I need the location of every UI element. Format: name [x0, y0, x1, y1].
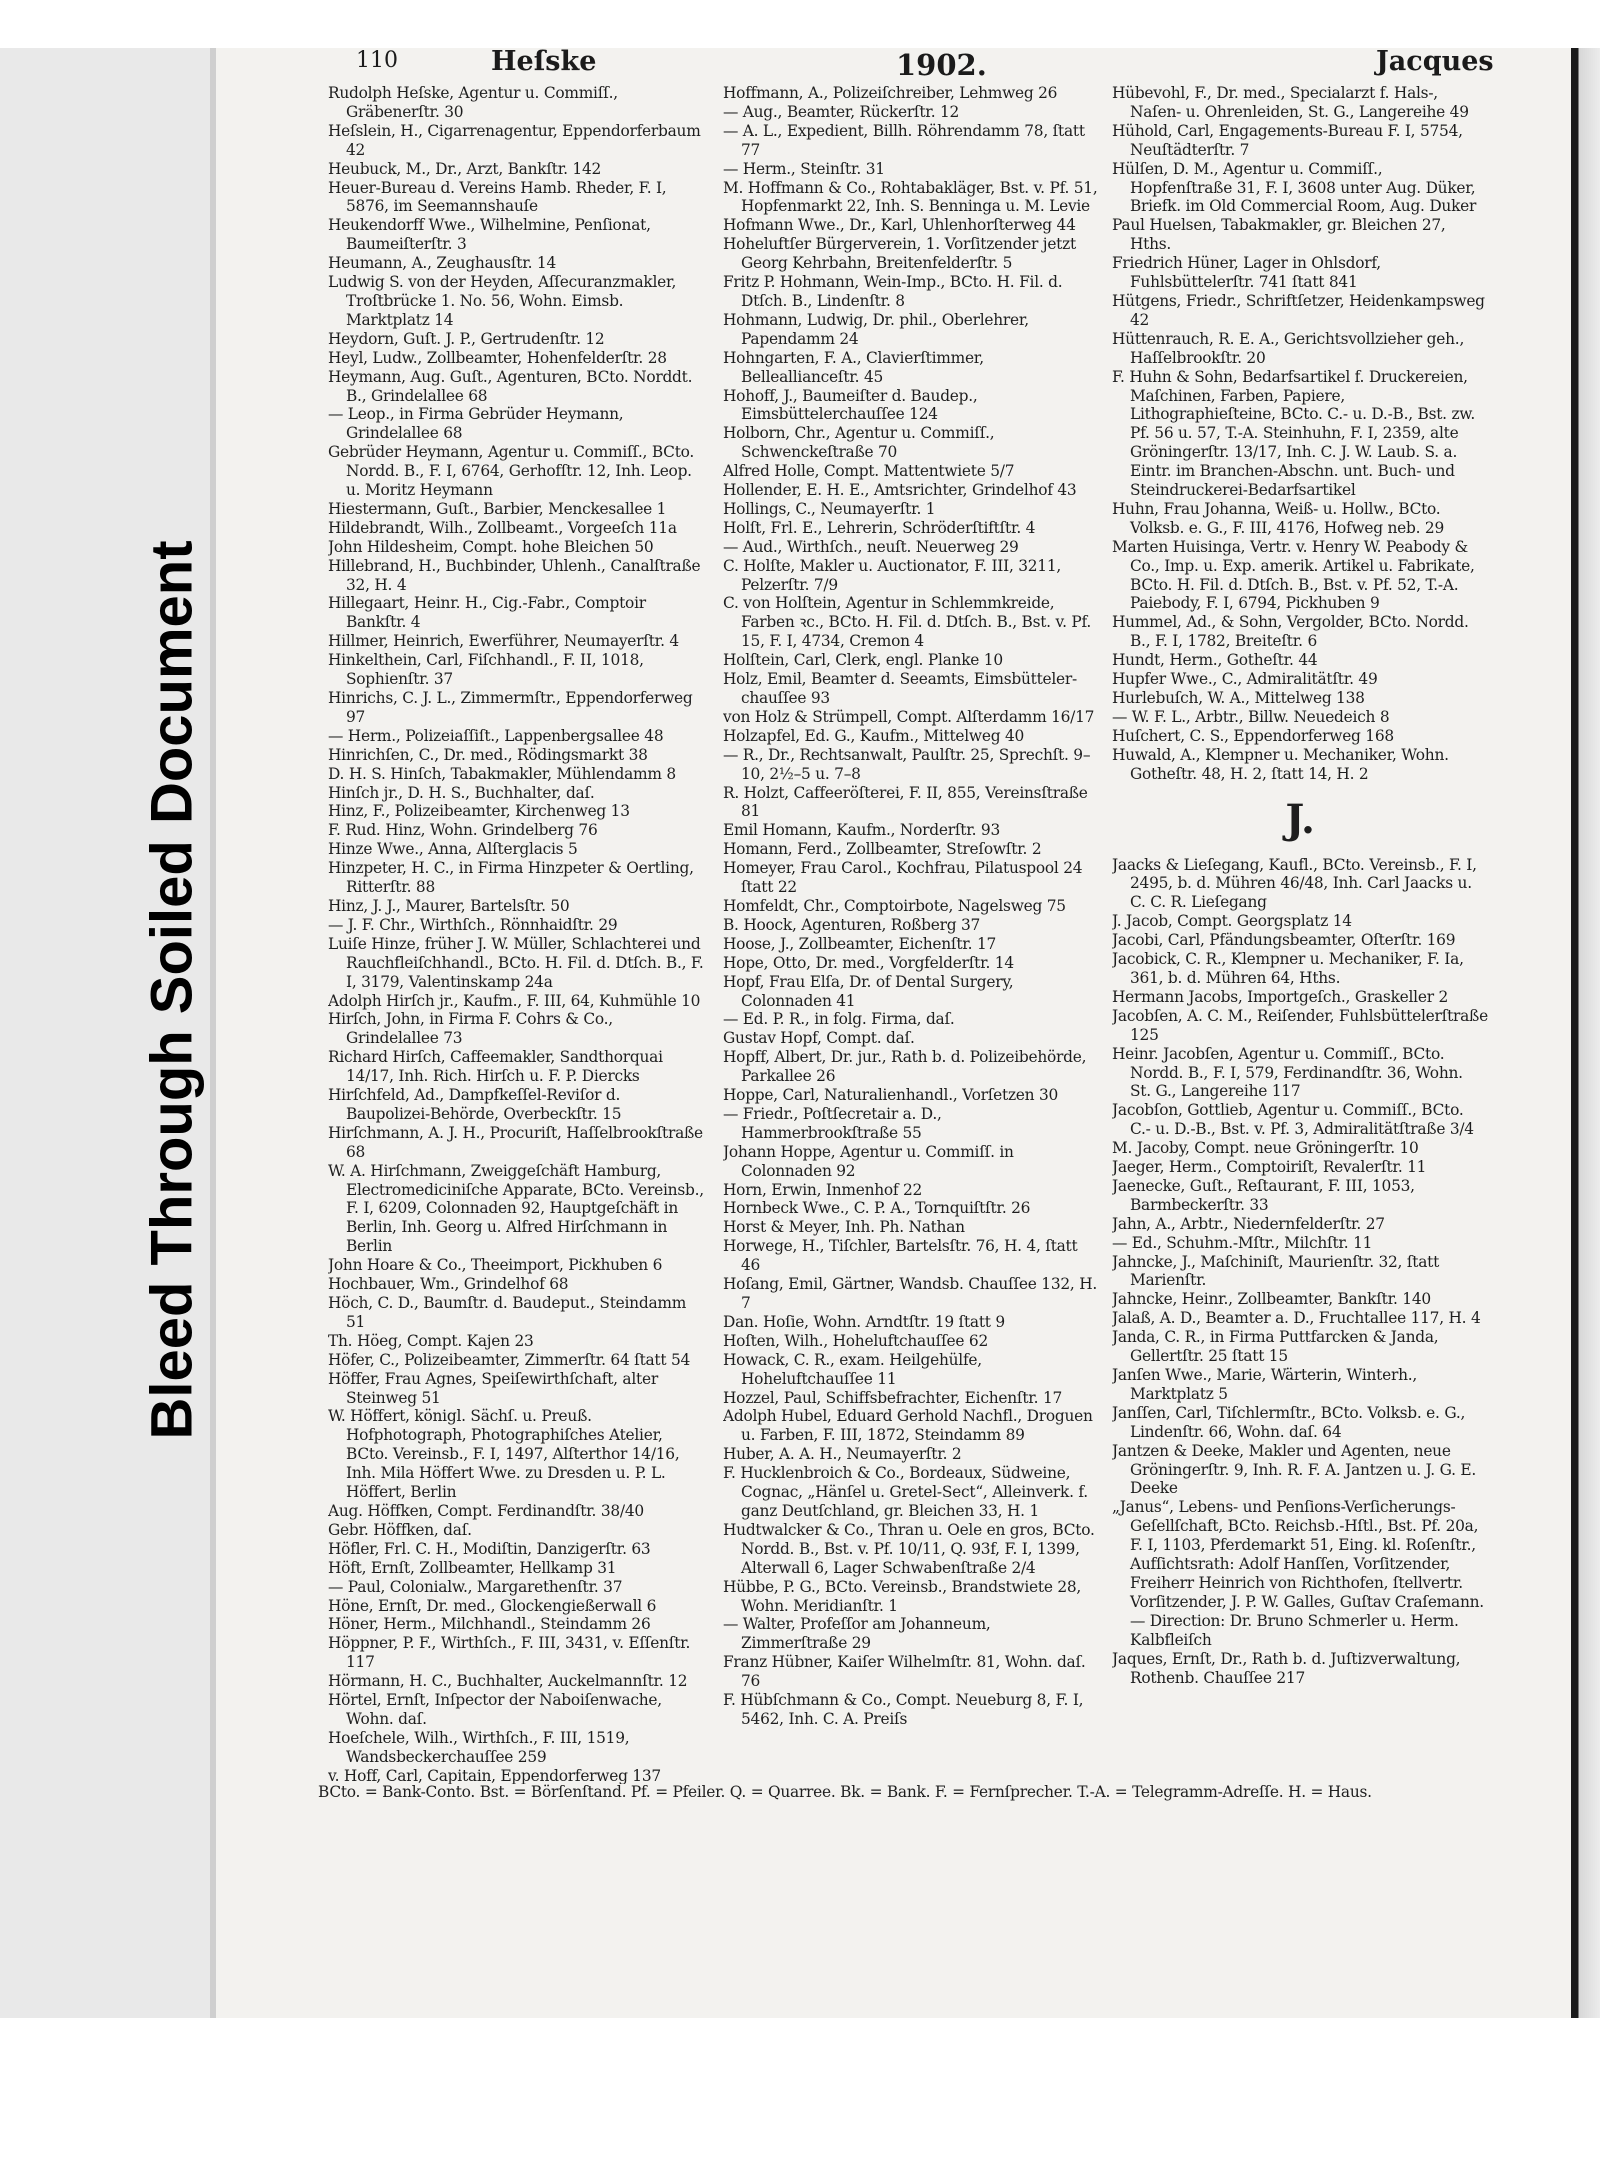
directory-entry: W. A. Hirſchmann, Zweiggeſchäft Hamburg, Electromediciniſche Apparate, BCto. Vereinsb., F. I, 6209, Colonnaden 92, Hauptgeſchäft in Berlin, Inh. Georg u. Alfred Hirſchmann in Berlin — [328, 1161, 704, 1256]
directory-entry: Janſen Wwe., Marie, Wärterin, Winterh., Marktplatz 5 — [1112, 1366, 1418, 1403]
directory-entry: — W. F. L., Arbtr., Billw. Neuedeich 8 — [1112, 707, 1390, 726]
directory-entry: C. von Holſtein, Agentur in Schlemmkreide, Farben ꝛc., BCto. H. Fil. d. Dtſch. B., Bst. v. Pf. 15, F. I, 4734, Cremon 4 — [723, 594, 1092, 651]
directory-entry: Hoffmann, A., Polizeiſchreiber, Lehmweg 26 — [723, 84, 1058, 102]
directory-entry: Johann Hoppe, Agentur u. Commiſſ. in Colonnaden 92 — [723, 1142, 1014, 1180]
directory-entry: Hinrichs, C. J. L., Zimmermſtr., Eppendorferweg 97 — [328, 689, 693, 726]
directory-entry: Franz Hübner, Kaiſer Wilhelmſtr. 81, Wohn. daſ. 76 — [723, 1653, 1086, 1691]
directory-entry: Heumann, A., Zeughausſtr. 14 — [328, 254, 556, 273]
directory-entry: John Hoare & Co., Theeimport, Pickhuben 6 — [328, 1256, 663, 1275]
directory-entry: Homfeldt, Chr., Comptoirbote, Nagelsweg 75 — [723, 896, 1066, 915]
directory-entry: Hummel, Ad., & Sohn, Vergolder, BCto. Nordd. B., F. I, 1782, Breiteſtr. 6 — [1112, 613, 1469, 651]
directory-entry: — Walter, Profeſſor am Johanneum, Zimmerſtraße 29 — [723, 1615, 991, 1653]
directory-entry: Heydorn, Guſt. J. P., Gertrudenſtr. 12 — [328, 329, 605, 348]
page-number: 110 — [356, 48, 398, 73]
directory-entry: Hiestermann, Guſt., Barbier, Menckesallee 1 — [328, 499, 667, 518]
directory-entry: Hundt, Herm., Gotheſtr. 44 — [1112, 651, 1318, 670]
directory-entry: Höner, Herm., Milchhandl., Steindamm 26 — [328, 1615, 651, 1634]
directory-entry: — J. F. Chr., Wirthſch., Rönnhaidſtr. 29 — [328, 915, 618, 934]
directory-entry: Hohngarten, F. A., Clavierſtimmer, Belleallianceſtr. 45 — [723, 348, 984, 386]
section-letter: J. — [1285, 795, 1315, 843]
directory-entry: Heukendorff Wwe., Wilhelmine, Penſionat, Baumeiſterſtr. 3 — [328, 216, 651, 254]
directory-entry: Hinzpeter, H. C., in Firma Hinzpeter & Oertling, Ritterſtr. 88 — [328, 859, 694, 897]
directory-entry: Hübbe, P. G., BCto. Vereinsb., Brandstwiete 28, Wohn. Meridianſtr. 1 — [723, 1577, 1082, 1615]
directory-entry: Hollender, E. H. E., Amtsrichter, Grindelhof 43 — [723, 481, 1077, 500]
directory-entry: — Paul, Colonialw., Margarethenſtr. 37 — [328, 1577, 623, 1596]
directory-entry: — Aud., Wirthſch., neuſt. Neuerweg 29 — [723, 537, 1019, 556]
directory-entry: Jacobick, C. R., Klempner u. Mechaniker, F. Ia, 361, b. d. Mühren 64, Hths. — [1112, 950, 1464, 987]
side-label: Bleed Through Soiled Document — [139, 540, 205, 1440]
directory-entry: Heymann, Aug. Guſt., Agenturen, BCto. Norddt. B., Grindelallee 68 — [328, 367, 693, 405]
directory-entry: Höft, Ernſt, Zollbeamter, Hellkamp 31 — [328, 1558, 617, 1577]
directory-entry: Hoſang, Emil, Gärtner, Wandsb. Chauſſee 132, H. 7 — [723, 1275, 1098, 1312]
directory-entry: Horwege, H., Tiſchler, Bartelsſtr. 76, H. 4, ſtatt 46 — [723, 1237, 1078, 1275]
directory-entry: Höne, Ernſt, Dr. med., Glockengießerwall 6 — [328, 1596, 657, 1615]
directory-entry: Rudolph Heſske, Agentur u. Commiſſ., Gräbenerſtr. 30 — [328, 84, 618, 121]
directory-entry: Luiſe Hinze, früher J. W. Müller, Schlachterei und Rauchfleiſchhandl., BCto. H. Fil. d. Dtſch. B., F. I, 3179, Valentinskamp 24a — [328, 934, 704, 991]
header-left-name: Heſske — [491, 46, 597, 77]
directory-entry: Hörtel, Ernſt, Inſpector der Naboiſenwache, Wohn. daſ. — [328, 1691, 662, 1728]
directory-entry: Dan. Hoſie, Wohn. Arndtſtr. 19 ſtatt 9 — [723, 1312, 1005, 1331]
directory-entry: Hirſch, John, in Firma F. Cohrs & Co., Grindelallee 73 — [328, 1010, 613, 1048]
directory-entry: Heubuck, M., Dr., Arzt, Bankſtr. 142 — [328, 159, 602, 178]
directory-entry: Hörmann, H. C., Buchhalter, Auckelmannſtr. 12 — [328, 1672, 688, 1691]
directory-entry: Jacobſen, A. C. M., Reiſender, Fuhlsbüttelerſtraße 125 — [1112, 1006, 1488, 1044]
directory-entry: Heyl, Ludw., Zollbeamter, Hohenfelderſtr. 28 — [328, 348, 667, 367]
directory-entry: Hinſch jr., D. H. S., Buchhalter, daſ. — [328, 783, 595, 802]
directory-entry: F. Rud. Hinz, Wohn. Grindelberg 76 — [328, 821, 598, 840]
directory-entry: Holborn, Chr., Agentur u. Commiſſ., Schwenckeſtraße 70 — [723, 424, 995, 462]
directory-entry: von Holz & Strümpell, Compt. Alſterdamm 16/17 — [723, 707, 1095, 726]
directory-entry: Gustav Hopf, Compt. daſ. — [723, 1029, 915, 1048]
directory-entry: Huwald, A., Klempner u. Mechaniker, Wohn. Gotheſtr. 48, H. 2, ſtatt 14, H. 2 — [1112, 745, 1449, 783]
directory-entry: Heſslein, H., Cigarrenagentur, Eppendorferbaum 42 — [328, 121, 701, 159]
directory-entry: Hinze Wwe., Anna, Alſterglacis 5 — [328, 840, 578, 859]
directory-entry: — Leop., in Firma Gebrüder Heymann, Grindelallee 68 — [328, 405, 624, 443]
directory-entry: Horst & Meyer, Inh. Ph. Nathan — [723, 1218, 965, 1237]
directory-entry: Jahn, A., Arbtr., Niedernfelderſtr. 27 — [1112, 1214, 1385, 1233]
header-year: 1902. — [896, 48, 987, 82]
directory-entry: Hoose, J., Zollbeamter, Eichenſtr. 17 — [723, 934, 997, 953]
directory-entry: Hollings, C., Neumayerſtr. 1 — [723, 499, 936, 518]
directory-entry: Hirſchfeld, Ad., Dampfkeſſel-Reviſor d. Baupolizei-Behörde, Overbeckſtr. 15 — [328, 1086, 622, 1123]
directory-entry: Hinkelthein, Carl, Fiſchhandl., F. II, 1018, Sophienſtr. 37 — [328, 651, 644, 689]
directory-entry: — Herm., Steinſtr. 31 — [723, 159, 885, 178]
directory-entry: Huſchert, C. S., Eppendorferweg 168 — [1112, 726, 1394, 745]
directory-entry: „Janus“, Lebens- und Penſions-Verſicherungs-Geſellſchaft, BCto. Reichsb.-Hſtl., Bst. Pf. 20a, F. I, 1103, Pferdemarkt 51, Eing. kl. Roſenſtr., Aufſichtsrath: Adolf Hanſſen, Vorſitzender, Freiherr Heinrich von Richthofen, ſtellvertr. Vorſitzender, J. P. W. Galles, Guſtav Craſemann. — Direction: Dr. Bruno Schmerler u. Herm. Kalbfleiſch — [1112, 1498, 1484, 1649]
directory-entry: Huhn, Frau Johanna, Weiß- u. Hollw., BCto. Volksb. e. G., F. III, 4176, Hofweg neb. 29 — [1112, 499, 1445, 537]
directory-entry: Jacobſon, Gottlieb, Agentur u. Commiſſ., BCto. C.- u. D.-B., Bst. v. Pf. 3, Admiralitätſtraße 3/4 — [1112, 1101, 1474, 1139]
directory-entry: Horn, Erwin, Inmenhof 22 — [723, 1180, 923, 1199]
directory-entry: W. Höffert, königl. Sächſ. u. Preuß. Hofphotograph, Photographiſches Atelier, BCto. Vereinsb., F. I, 1497, Alſterthor 14/16, Inh. Mila Höffert Wwe. zu Dresden u. P. L. Höffert, Berlin — [328, 1407, 680, 1502]
directory-entry: Holz, Emil, Beamter d. Seeamts, Eimsbütteler-chauſſee 93 — [723, 670, 1077, 707]
directory-entry: Holſtein, Carl, Clerk, engl. Planke 10 — [723, 651, 1003, 670]
abbreviation-footer: BCto. = Bank-Conto. Bst. = Börſenſtand. Pf. = Pfeiler. Q. = Quarree. Bk. = Bank. F. = Fernſprecher. T.-A. = Telegramm-Adreſſe. H. = Haus. — [318, 1783, 1372, 1801]
directory-entry: Heinr. Jacobſen, Agentur u. Commiſſ., BCto. Nordd. B., F. I, 579, Ferdinandſtr. 36, Wohn. St. G., Langereihe 117 — [1112, 1044, 1463, 1101]
directory-entry: F. Huhn & Sohn, Bedarfsartikel f. Druckereien, Maſchinen, Farben, Papiere, Lithographieſteine, BCto. C.- u. D.-B., Bst. zw. Pf. 56 u. 57, T.-A. Steinhuhn, F. I, 2359, alte Gröningerſtr. 13/17, Inh. C. J. W. Laub. S. a. Eintr. im Branchen-Abschn. unt. Buch- und Steindruckerei-Bedarfsartikel — [1112, 367, 1476, 500]
directory-entry: Alfred Holle, Compt. Mattentwiete 5/7 — [723, 462, 1015, 481]
directory-entry: Jalaß, A. D., Beamter a. D., Fruchtallee 117, H. 4 — [1112, 1309, 1481, 1328]
directory-entry: Hohmann, Ludwig, Dr. phil., Oberlehrer, Papendamm 24 — [723, 310, 1029, 348]
directory-entry: Hülſen, D. M., Agentur u. Commiſſ., Hopfenſtraße 31, F. I, 3608 unter Aug. Düker, Briefk. im Old Commercial Room, Aug. Duker — [1112, 159, 1477, 216]
directory-entry: Hupfer Wwe., C., Admiralitätſtr. 49 — [1112, 670, 1378, 689]
directory-entry: F. Hucklenbroich & Co., Bordeaux, Südweine, Cognac, „Hänſel u. Gretel-Sect“, Alleinverk. f. ganz Deutſchland, gr. Bleichen 33, H. 1 — [723, 1464, 1088, 1520]
page-edge — [1571, 48, 1600, 2018]
directory-entry: — R., Dr., Rechtsanwalt, Paulſtr. 25, Sprechſt. 9–10, 2½–5 u. 7–8 — [723, 745, 1091, 783]
directory-entry: Hornbeck Wwe., C. P. A., Tornquiſtſtr. 26 — [723, 1199, 1031, 1218]
directory-entry: Hinz, F., Polizeibeamter, Kirchenweg 13 — [328, 802, 630, 821]
directory-entry: Homann, Ferd., Zollbeamter, Streſowſtr. 2 — [723, 840, 1042, 859]
directory-entry: B. Hoock, Agenturen, Roßberg 37 — [723, 915, 981, 934]
directory-entry: M. Jacoby, Compt. neue Gröningerſtr. 10 — [1112, 1139, 1419, 1158]
directory-entry: Jahncke, J., Maſchiniſt, Maurienſtr. 32, ſtatt Marienſtr. — [1112, 1252, 1440, 1290]
directory-entry: Höppner, P. F., Wirthſch., F. III, 3431, v. Eſſenſtr. 117 — [328, 1634, 691, 1672]
directory-entry: J. Jacob, Compt. Georgsplatz 14 — [1112, 912, 1352, 931]
directory-entry: Jacobi, Carl, Pfändungsbeamter, Oſterſtr. 169 — [1112, 931, 1456, 950]
directory-entry: Hoppe, Carl, Naturalienhandl., Vorſetzen 30 — [723, 1086, 1059, 1105]
directory-entry: Heuer-Bureau d. Vereins Hamb. Rheder, F. I, 5876, im Seemannshauſe — [328, 178, 667, 216]
directory-entry: Howack, C. R., exam. Heilgehülfe, Hoheluftchauſſee 11 — [723, 1350, 982, 1388]
directory-entry: Friedrich Hüner, Lager in Ohlsdorf, Fuhlsbüttelerſtr. 741 ſtatt 841 — [1112, 254, 1381, 292]
directory-entry: Jaeger, Herm., Comptoiriſt, Revalerſtr. 11 — [1112, 1158, 1427, 1177]
directory-entry: Emil Homann, Kaufm., Norderſtr. 93 — [723, 821, 1001, 840]
directory-entry: R. Holzt, Caffeeröſterei, F. II, 855, Vereinsſtraße 81 — [723, 783, 1088, 821]
directory-entry: Jaenecke, Guſt., Reſtaurant, F. III, 1053, Barmbeckerſtr. 33 — [1112, 1176, 1415, 1214]
directory-entry: Hudtwalcker & Co., Thran u. Oele en gros, BCto. Nordd. B., Bst. v. Pf. 10/11, Q. 93f, F. I, 1399, Alterwall 6, Lager Schwabenſtraße 2/4 — [723, 1520, 1095, 1577]
directory-entry: Hopf, Frau Elſa, Dr. of Dental Surgery, Colonnaden 41 — [723, 972, 1014, 1010]
directory-entry: Höffer, Frau Agnes, Speiſewirthſchaft, alter Steinweg 51 — [328, 1369, 658, 1407]
directory-entry: Hohoff, J., Baumeiſter d. Baudep., Eimsbüttelerchauſſee 124 — [723, 386, 978, 424]
directory-entry: D. H. S. Hinſch, Tabakmakler, Mühlendamm 8 — [328, 764, 676, 783]
directory-entry: Hillegaart, Heinr. H., Cig.-Fabr., Comptoir Bankſtr. 4 — [328, 594, 646, 632]
directory-entry: Gebrüder Heymann, Agentur u. Commiſſ., BCto. Nordd. B., F. I, 6764, Gerhofſtr. 12, Inh. Leop. u. Moritz Heymann — [328, 443, 695, 500]
directory-column-3 — [1112, 84, 1488, 1784]
directory-entry: Adolph Hubel, Eduard Gerhold Nachfl., Droguen u. Farben, F. III, 1872, Steindamm 89 — [723, 1407, 1093, 1445]
directory-entry: Holſt, Frl. E., Lehrerin, Schröderſtiftſtr. 4 — [723, 518, 1036, 537]
directory-entry: Höfler, Frl. C. H., Modiſtin, Danzigerſtr. 63 — [328, 1539, 651, 1558]
directory-entry: — Friedr., Poſtſecretair a. D., Hammerbrookſtraße 55 — [723, 1104, 942, 1142]
directory-entry: Hofmann Wwe., Dr., Karl, Uhlenhorſterweg 44 — [723, 216, 1076, 235]
directory-entry: Hoheluftſer Bürgerverein, 1. Vorſitzender jetzt Georg Kehrbahn, Breitenfelderſtr. 5 — [723, 235, 1076, 273]
directory-entry: — A. L., Expedient, Billh. Röhrendamm 78, ſtatt 77 — [723, 121, 1085, 159]
directory-entry: — Ed., Schuhm.-Mſtr., Milchſtr. 11 — [1112, 1233, 1373, 1252]
directory-entry: Hope, Otto, Dr. med., Vorgfelderſtr. 14 — [723, 953, 1014, 972]
directory-entry: John Hildesheim, Compt. hohe Bleichen 50 — [328, 537, 654, 556]
directory-entry: Höch, C. D., Baumſtr. d. Baudeput., Steindamm 51 — [328, 1294, 687, 1331]
directory-column-1 — [328, 84, 704, 1784]
directory-entry: Hütgens, Friedr., Schriftſetzer, Heidenkampsweg 42 — [1112, 291, 1485, 329]
directory-entry: Marten Huisinga, Vertr. v. Henry W. Peabody & Co., Imp. u. Exp. amerik. Artikel u. Fabrikate, BCto. H. Fil. d. Dtſch. B., Bst. v. Pf. 52, T.-A. Paiebody, F. I, 6794, Pickhuben 9 — [1112, 537, 1475, 613]
directory-entry: Hermann Jacobs, Importgeſch., Graskeller 2 — [1112, 987, 1448, 1006]
directory-entry: Richard Hirſch, Caffeemakler, Sandthorquai 14/17, Inh. Rich. Hirſch u. F. P. Diercks — [328, 1048, 663, 1086]
directory-entry: Janſſen, Carl, Tiſchlermſtr., BCto. Volksb. e. G., Lindenſtr. 66, Wohn. daſ. 64 — [1112, 1403, 1466, 1441]
directory-entry: Hoſten, Wilh., Hoheluftchauſſee 62 — [723, 1331, 988, 1350]
directory-entry: Th. Höeg, Compt. Kajen 23 — [328, 1331, 534, 1350]
directory-entry: Paul Huelsen, Tabakmakler, gr. Bleichen 27, Hths. — [1112, 216, 1446, 254]
header-right-name: Jacques — [1376, 46, 1494, 77]
directory-entry: Jantzen & Deeke, Makler und Agenten, neue Gröningerſtr. 9, Inh. R. F. A. Jantzen u. J. G. E. Deeke — [1112, 1441, 1476, 1498]
directory-entry: Hüttenrauch, R. E. A., Gerichtsvollzieher geh., Haſſelbrookſtr. 20 — [1112, 329, 1465, 367]
directory-entry: Hopff, Albert, Dr. jur., Rath b. d. Polizeibehörde, Parkallee 26 — [723, 1048, 1087, 1086]
directory-entry: — Herm., Polizeiaſſiſt., Lappenbergsallee 48 — [328, 726, 664, 745]
page-header — [356, 44, 1511, 84]
directory-entry: Gebr. Höffken, daſ. — [328, 1520, 472, 1539]
directory-entry: Aug. Höffken, Compt. Ferdinandſtr. 38/40 — [328, 1501, 644, 1520]
directory-entry: Jahncke, Heinr., Zollbeamter, Bankſtr. 140 — [1112, 1290, 1431, 1309]
directory-entry: M. Hoffmann & Co., Rohtabakläger, Bst. v. Pf. 51, Hopfenmarkt 22, Inh. S. Benninga u. M. Levie — [723, 178, 1098, 216]
directory-entry: Jaques, Ernſt, Dr., Rath b. d. Juſtizverwaltung, Rothenb. Chauſſee 217 — [1112, 1649, 1461, 1687]
directory-entry: Hillmer, Heinrich, Ewerführer, Neumayerſtr. 4 — [328, 632, 679, 651]
directory-entry: — Aug., Beamter, Rückerſtr. 12 — [723, 102, 960, 121]
directory-entry: Hühold, Carl, Engagements-Bureau F. I, 5754, Neuſtädterſtr. 7 — [1112, 121, 1463, 159]
directory-entry: Hildebrandt, Wilh., Zollbeamt., Vorgeeſch 11a — [328, 518, 677, 537]
directory-entry: Hinz, J. J., Maurer, Bartelsſtr. 50 — [328, 896, 570, 915]
directory-entry: C. Holſte, Makler u. Auctionator, F. III, 3211, Pelzerſtr. 7/9 — [723, 556, 1062, 594]
directory-entry: Jaacks & Lieſegang, Kaufl., BCto. Vereinsb., F. I, 2495, b. d. Mühren 46/48, Inh. Carl Jaacks u. C. C. R. Lieſegang — [1112, 855, 1477, 912]
directory-entry: Fritz P. Hohmann, Wein-Imp., BCto. H. Fil. d. Dtſch. B., Lindenſtr. 8 — [723, 273, 1063, 310]
directory-entry: Janda, C. R., in Firma Puttfarcken & Janda, Gellertſtr. 25 ſtatt 15 — [1112, 1328, 1439, 1366]
directory-entry: Ludwig S. von der Heyden, Aſſecuranzmakler, Troſtbrücke 1. No. 56, Wohn. Eimsb. Marktplatz 14 — [328, 273, 677, 329]
directory-entry: v. Hoff, Carl, Capitain, Eppendorferweg 137 — [328, 1766, 661, 1784]
directory-entry: Hozzel, Paul, Schiffsbefrachter, Eichenſtr. 17 — [723, 1388, 1063, 1407]
directory-column-2 — [723, 84, 1099, 1784]
directory-entry: Hochbauer, Wm., Grindelhof 68 — [328, 1275, 569, 1294]
directory-entry: Huber, A. A. H., Neumayerſtr. 2 — [723, 1445, 962, 1464]
directory-entry: Hillebrand, H., Buchbinder, Uhlenh., Canalſtraße 32, H. 4 — [328, 556, 701, 594]
directory-entry: Hinrichſen, C., Dr. med., Rödingsmarkt 38 — [328, 745, 648, 764]
directory-entry: Höfer, C., Polizeibeamter, Zimmerſtr. 64 ſtatt 54 — [328, 1350, 691, 1369]
directory-entry: Adolph Hirſch jr., Kaufm., F. III, 64, Kuhmühle 10 — [328, 991, 701, 1010]
directory-entry: Homeyer, Frau Carol., Kochfrau, Pilatuspool 24 ſtatt 22 — [723, 859, 1083, 897]
directory-entry: Holzapfel, Ed. G., Kaufm., Mittelweg 40 — [723, 726, 1025, 745]
directory-entry: F. Hübſchmann & Co., Compt. Neueburg 8, F. I, 5462, Inh. C. A. Preiſs — [723, 1691, 1084, 1728]
directory-entry: Hübevohl, F., Dr. med., Specialarzt f. Hals-, Naſen- u. Ohrenleiden, St. G., Langereihe 49 — [1112, 84, 1469, 121]
directory-entry: Hirſchmann, A. J. H., Procuriſt, Haſſelbrookſtraße 68 — [328, 1123, 703, 1161]
directory-entry: Hurlebuſch, W. A., Mittelweg 138 — [1112, 689, 1365, 707]
directory-entry: Hoeſchele, Wilh., Wirthſch., F. III, 1519, Wandsbeckerchauſſee 259 — [328, 1728, 630, 1766]
directory-entry: — Ed. P. R., in folg. Firma, daſ. — [723, 1010, 955, 1029]
